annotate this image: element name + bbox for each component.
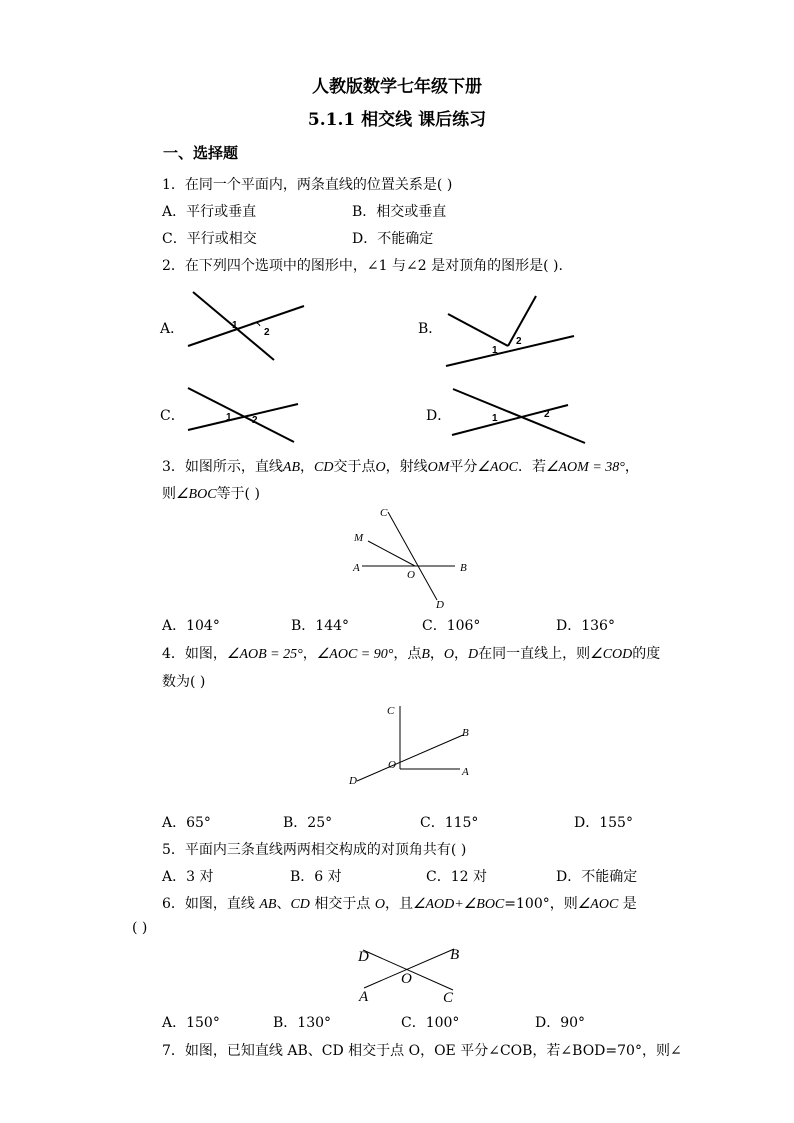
q5-option-a: A．3 对 (162, 869, 214, 885)
q3-option-b: B．144° (291, 618, 350, 634)
q2-option-a: A． (160, 321, 185, 337)
q6-option-a: A．150° (162, 1015, 220, 1031)
q1-option-d: D．不能确定 (352, 231, 434, 247)
q5-option-d: D．不能确定 (556, 869, 638, 885)
q2-option-d: D． (426, 408, 452, 424)
page-title: 人教版数学七年级下册 (312, 77, 482, 97)
q4-option-b: B．25° (283, 815, 333, 831)
q3-label-a: A (353, 562, 360, 574)
q4-label-c: C (387, 705, 395, 717)
q4-label-b: B (462, 727, 469, 739)
q2-figure-b (446, 294, 576, 369)
q2d-angle-2-label: 2 (544, 409, 550, 420)
q4-stem-line2: 数为( ) (162, 674, 206, 690)
q2a-angle-1-label: 1 (232, 320, 238, 331)
q6-figure (350, 940, 470, 1010)
q1-option-c: C．平行或相交 (162, 231, 257, 247)
q3-stem: 3．如图所示，直线AB，CD交于点O，射线OM平分∠AOC．若∠AOM = 38°， (162, 459, 639, 475)
q7-stem: 7．如图，已知直线 AB、CD 相交于点 O，OE 平分∠COB，若∠BOD=70°，则∠ (162, 1043, 682, 1059)
q6-label-b: B (450, 947, 460, 963)
q2c-angle-2-label: 2 (252, 415, 258, 426)
q3-option-a: A．104° (162, 618, 220, 634)
page-subtitle: 5.1.1 相交线 课后练习 (307, 110, 487, 130)
q4-option-a: A．65° (162, 815, 211, 831)
q4-option-d: D．155° (574, 815, 633, 831)
q2-stem: 2．在下列四个选项中的图形中，∠1 与∠2 是对顶角的图形是( ). (162, 258, 563, 274)
q3-label-o: O (407, 569, 415, 581)
q1-stem: 1．在同一个平面内，两条直线的位置关系是( ) (162, 177, 453, 193)
q2b-angle-1-label: 1 (492, 345, 498, 356)
section-heading: 一、选择题 (163, 144, 239, 162)
q1-option-a: A．平行或垂直 (162, 204, 257, 220)
q2a-angle-2-label: 2 (264, 327, 270, 338)
q2b-angle-2-label: 2 (516, 336, 522, 347)
q6-label-o: O (401, 971, 412, 987)
q3-label-b: B (460, 562, 467, 574)
q2-figure-c (186, 384, 301, 446)
q4-label-o: O (388, 759, 396, 771)
q6-label-a: A (359, 989, 369, 1005)
q6-stem: 6．如图，直线 AB、CD 相交于点 O，且∠AOD+∠BOC=100°，则∠AOC 是 (162, 896, 637, 912)
q6-option-d: D．90° (535, 1015, 586, 1031)
q4-stem: 4．如图，∠AOB = 25°，∠AOC = 90°，点B，O，D在同一直线上，则∠COD的度 (162, 646, 661, 662)
q1-option-b: B．相交或垂直 (352, 204, 447, 220)
q2-option-b: B． (418, 321, 443, 337)
q3-label-m: M (354, 532, 364, 544)
q5-option-b: B．6 对 (290, 869, 342, 885)
q3-label-d: D (436, 599, 444, 611)
q4-option-c: C．115° (420, 815, 479, 831)
q3-option-c: C．106° (422, 618, 481, 634)
q6-label-d: D (358, 949, 369, 965)
q3-stem-line2: 则∠BOC等于( ) (162, 486, 260, 502)
q3-label-c: C (380, 507, 388, 519)
q3-option-d: D．136° (556, 618, 615, 634)
q3-figure (350, 505, 475, 610)
q4-figure (345, 700, 480, 790)
q2-figure-d (450, 385, 590, 447)
q2c-angle-1-label: 1 (226, 412, 232, 423)
q6-stem-line2: ( ) (132, 920, 148, 936)
q2-figure-a (186, 290, 306, 360)
q2d-angle-1-label: 1 (492, 413, 498, 424)
q5-stem: 5．平面内三条直线两两相交构成的对顶角共有( ) (162, 842, 467, 858)
q5-option-c: C．12 对 (426, 869, 487, 885)
q2-option-c: C． (160, 408, 185, 424)
q6-label-c: C (443, 990, 454, 1006)
q4-label-d: D (349, 775, 357, 787)
q6-option-b: B．130° (273, 1015, 332, 1031)
q4-label-a: A (462, 766, 469, 778)
q6-option-c: C．100° (401, 1015, 460, 1031)
